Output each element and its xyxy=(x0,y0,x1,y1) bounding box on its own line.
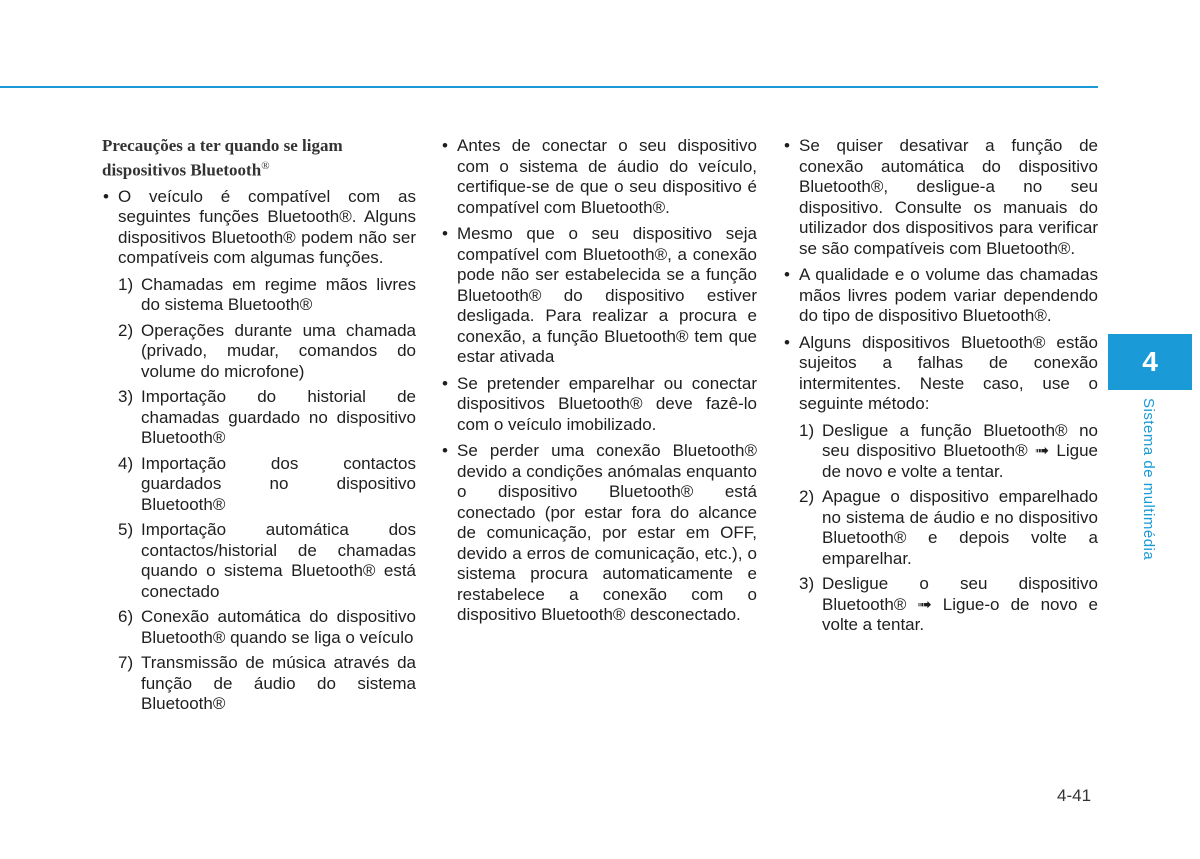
numbered-item: 3) Desligue o seu dispositivo Bluetooth® ➟ Ligue-o de novo e volte a tentar. xyxy=(799,574,1098,634)
bullet-item: • A qualidade e o volume das chamadas mãos livres podem variar dependendo do tipo de dispositivo Bluetooth®. xyxy=(783,265,1098,327)
bullet-item: • O veículo é compatível com as seguintes funções Bluetooth®. Alguns dispositivos Bluetooth® podem não ser compatíveis com algumas funções. xyxy=(102,187,416,269)
header-rule xyxy=(0,86,1098,88)
column-2 xyxy=(441,136,757,632)
bullet-item: • Mesmo que o seu dispositivo seja compatível com Bluetooth®, a conexão pode não ser estabelecida se a função Bluetooth® do dispositivo estiver desligada. Para realizar a procura e conexão, a função Bluetooth® tem que estar ativada xyxy=(441,224,757,368)
bullet-item: • Alguns dispositivos Bluetooth® estão sujeitos a falhas de conexão intermitentes. Neste caso, use o seguinte método: xyxy=(783,333,1098,415)
numbered-item: 4) Importação dos contactos guardados no dispositivo Bluetooth® xyxy=(118,453,416,514)
numbered-item: 5) Importação automática dos contactos/historial de chamadas quando o sistema Bluetooth® está conectado xyxy=(118,520,416,601)
registered-mark: ® xyxy=(261,160,270,172)
column-3 xyxy=(783,136,1098,641)
numbered-item: 1) Chamadas em regime mãos livres do sistema Bluetooth® xyxy=(118,274,416,315)
chapter-tab xyxy=(1108,334,1192,390)
numbered-item: 3) Importação do historial de chamadas guardado no dispositivo Bluetooth® xyxy=(118,387,416,448)
bullet-item: • Antes de conectar o seu dispositivo com o sistema de áudio do veículo, certifique-se de que o seu dispositivo é compatível com Bluetooth®. xyxy=(441,136,757,218)
column-1 xyxy=(102,136,416,720)
section-heading: Precauções a ter quando se ligam dispositivos Bluetooth® xyxy=(102,136,343,180)
page-number: 4-41 xyxy=(1057,786,1092,805)
numbered-item: 1) Desligue a função Bluetooth® no seu dispositivo Bluetooth® ➟ Ligue de novo e volte a tentar. xyxy=(799,420,1098,481)
chapter-number: 4 xyxy=(1142,346,1158,377)
bullet-item: • Se perder uma conexão Bluetooth® devido a condições anómalas enquanto o dispositivo Bluetooth® está conectado (por estar fora do alcance de comunicação, por estar em OFF, devido a erros de comunicação, etc.), o sistema procura automaticamente e restabelece a conexão com o dispositivo Bluetooth® desconectado. xyxy=(441,441,757,626)
chapter-title: Sistema de multimédia xyxy=(1140,398,1157,561)
numbered-item: 2) Operações durante uma chamada (privado, mudar, comandos do volume do microfone) xyxy=(118,320,416,381)
numbered-item: 2) Apague o dispositivo emparelhado no sistema de áudio e no dispositivo Bluetooth® e depois volte a emparelhar. xyxy=(799,487,1098,568)
bullet-item: • Se pretender emparelhar ou conectar dispositivos Bluetooth® deve fazê-lo com o veículo imobilizado. xyxy=(441,374,757,436)
numbered-item: 7) Transmissão de música através da função de áudio do sistema Bluetooth® xyxy=(118,653,416,714)
bullet-item: • Se quiser desativar a função de conexão automática do dispositivo Bluetooth®, desligue-a no seu dispositivo. Consulte os manuais do utilizador dos dispositivos para verificar se são compatíveis com Bluetooth®. xyxy=(783,136,1098,259)
numbered-item: 6) Conexão automática do dispositivo Bluetooth® quando se liga o veículo xyxy=(118,607,416,647)
